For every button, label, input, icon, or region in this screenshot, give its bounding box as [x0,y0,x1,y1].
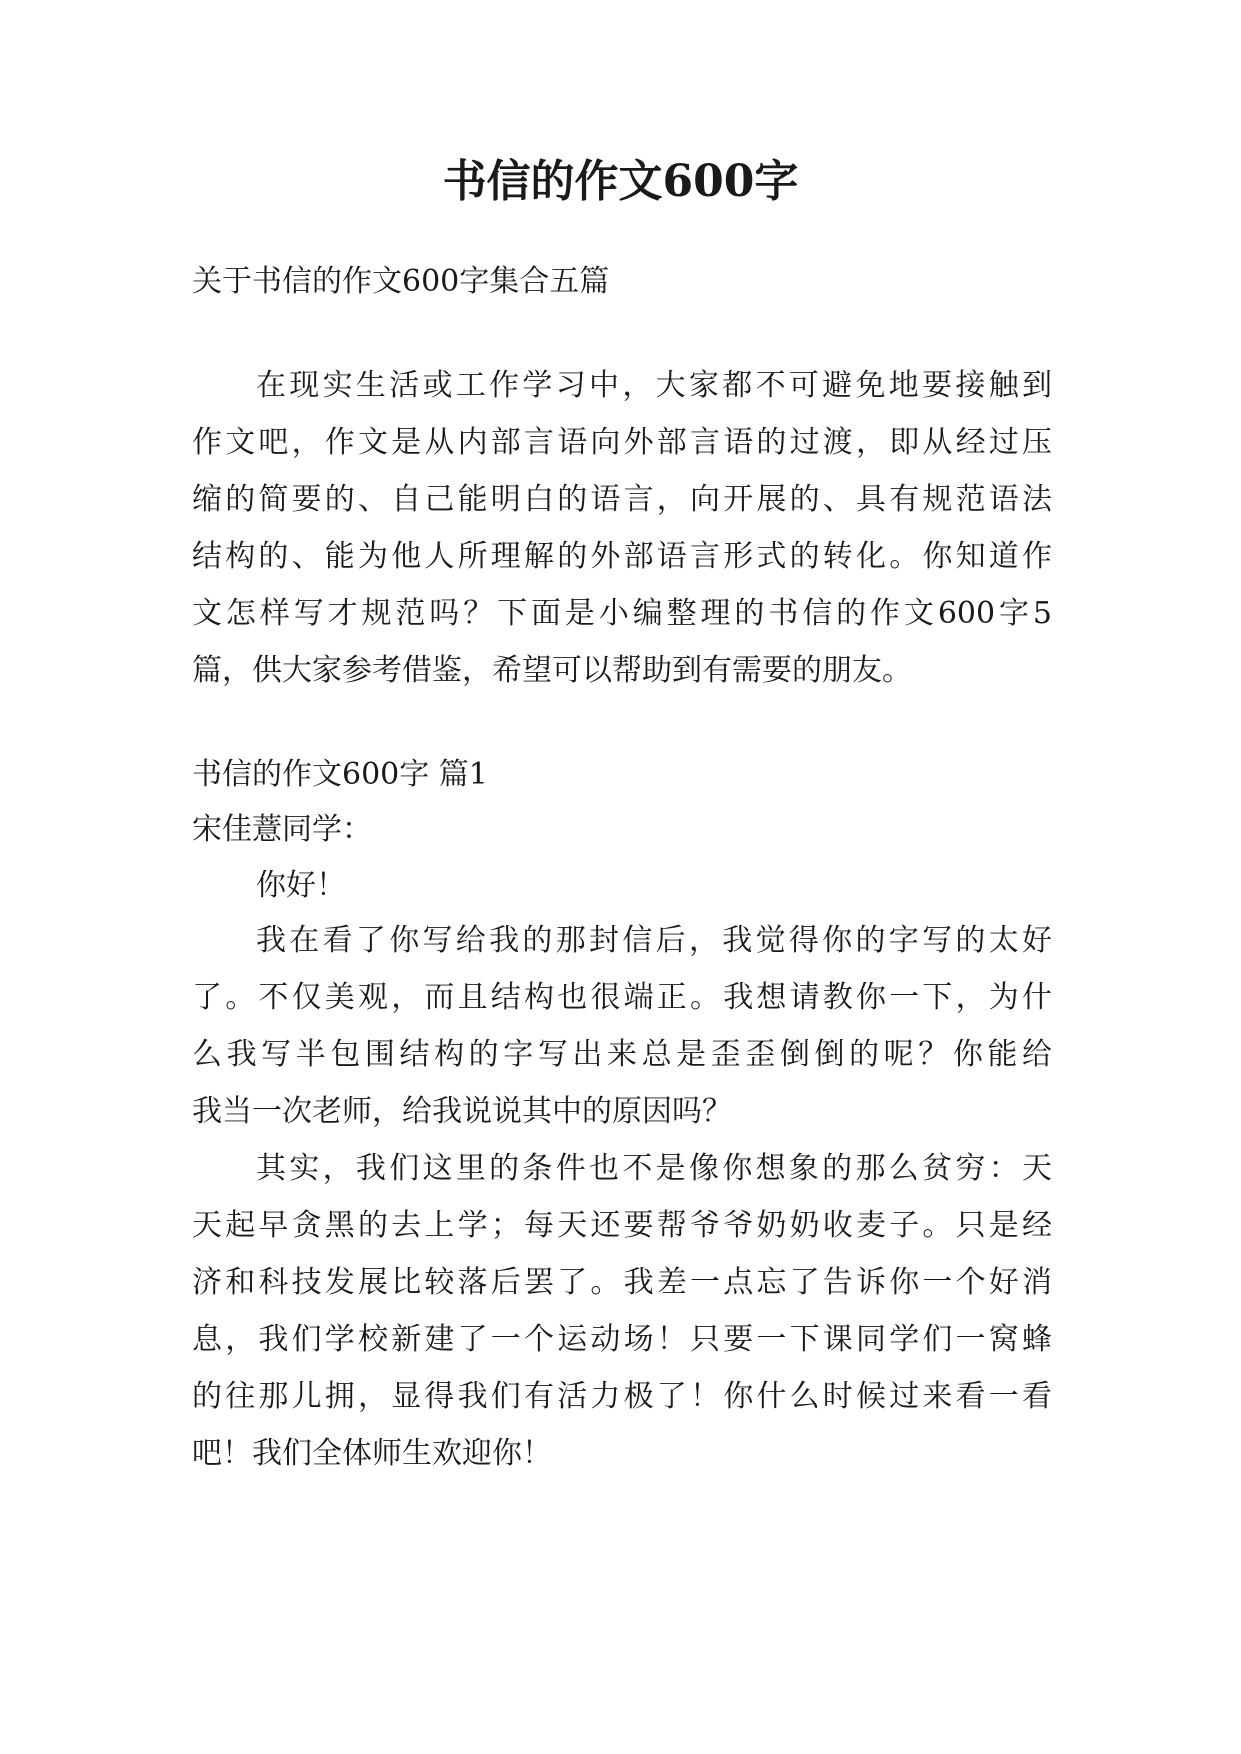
body-line: 天起早贪黑的去上学；每天还要帮爷爷奶奶收麦子。只是经 [192,1208,1052,1243]
body-line: 其实，我们这里的条件也不是像你想象的那么贫穷：天 [256,1151,1052,1186]
intro-line: 结构的、能为他人所理解的外部语言形式的转化。你知道作 [192,539,1052,574]
document-title: 书信的作文600字 [442,156,799,207]
body-line: 了。不仅美观，而且结构也很端正。我想请教你一下，为什 [192,980,1052,1015]
body-line: 息，我们学校新建了一个运动场！只要一下课同学们一窝蜂 [192,1322,1052,1357]
body-line: 的往那儿拥，显得我们有活力极了！你什么时候过来看一看 [192,1379,1052,1414]
body-line: 我当一次老师，给我说说其中的原因吗？ [192,1094,732,1129]
intro-line: 篇，供大家参考借鉴，希望可以帮助到有需要的朋友。 [192,653,912,688]
intro-line: 作文吧，作文是从内部言语向外部言语的过渡，即从经过压 [192,425,1052,460]
intro-line: 在现实生活或工作学习中，大家都不可避免地要接触到 [256,368,1052,403]
intro-line: 文怎样写才规范吗？下面是小编整理的书信的作文600字5 [192,596,1052,631]
body-line: 么我写半包围结构的字写出来总是歪歪倒倒的呢？你能给 [192,1037,1052,1072]
greeting: 你好！ [256,868,346,903]
document-subtitle: 关于书信的作文600字集合五篇 [192,264,610,299]
section-heading: 书信的作文600字 篇1 [192,757,488,792]
body-line: 吧！我们全体师生欢迎你！ [192,1436,552,1471]
intro-line: 缩的简要的、自己能明白的语言，向开展的、具有规范语法 [192,482,1052,517]
body-line: 济和科技发展比较落后罢了。我差一点忘了告诉你一个好消 [192,1265,1052,1300]
body-line: 我在看了你写给我的那封信后，我觉得你的字写的太好 [256,923,1052,958]
salutation: 宋佳薏同学： [192,812,372,847]
